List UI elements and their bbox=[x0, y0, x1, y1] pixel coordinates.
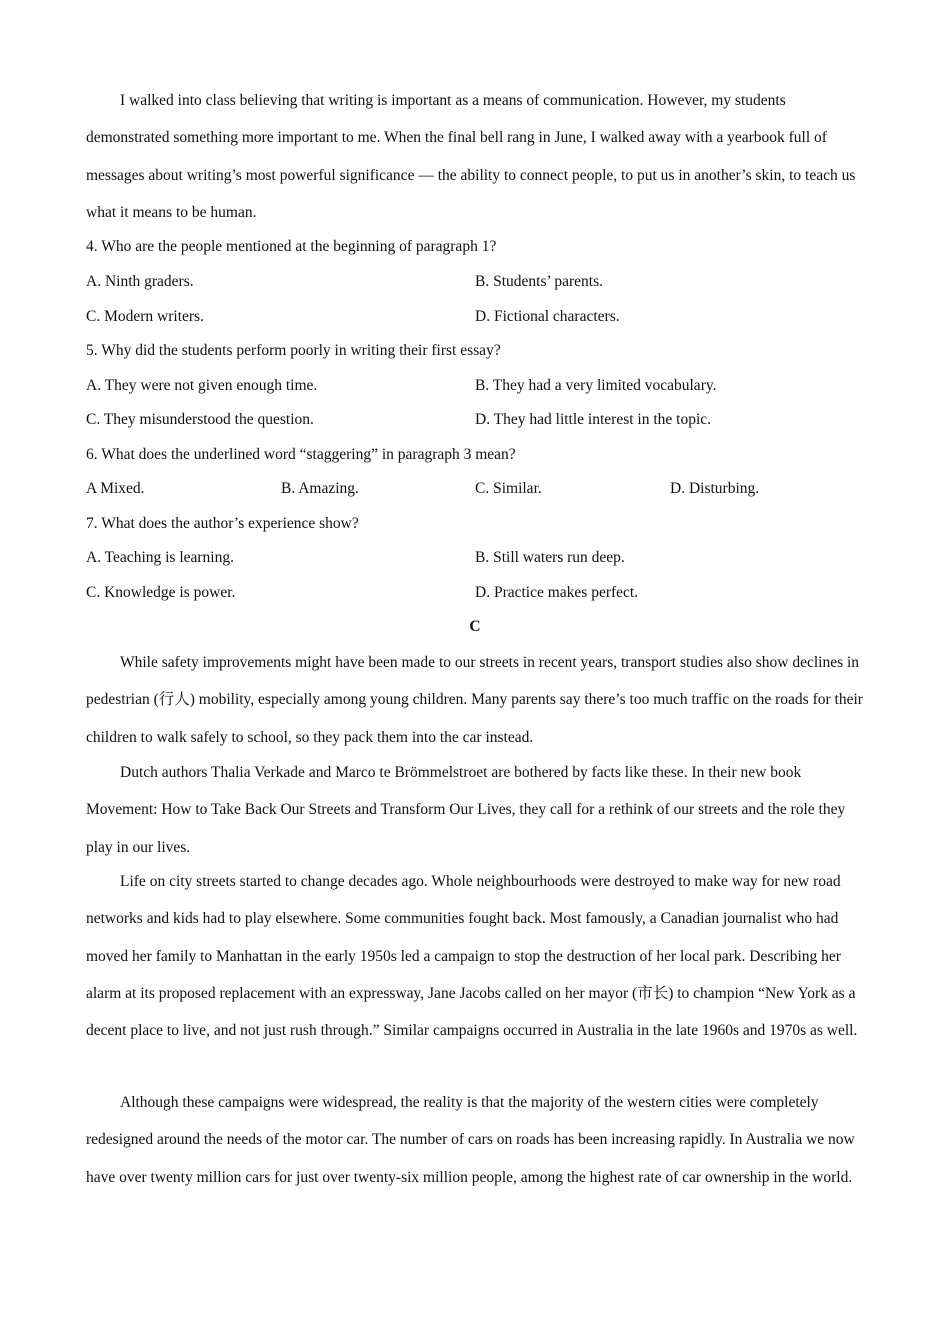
question-6-option-a: A Mixed. bbox=[86, 480, 145, 497]
question-7-option-d: D. Practice makes perfect. bbox=[475, 584, 639, 601]
section-c-paragraph-3: Life on city streets started to change decades ago. Whole neighbourhoods were destroyed to make way for new road networks and kids had to play elsewhere. Some communities fought back. Most famously, a Canadian journalist who had moved her family to Manhattan in the early 1950s led a campaign to stop the destruction of her local park. Describing her alarm at its proposed replacement with an expressway, Jane Jacobs called on her mayor (市长) to champion “New York as a decent place to live, and not just rush through.” Similar campaigns occurred in Australia in the late 1960s and 1970s as well. bbox=[86, 873, 858, 1040]
question-7-option-c: C. Knowledge is power. bbox=[86, 584, 236, 601]
question-4-option-a: A. Ninth graders. bbox=[86, 273, 194, 290]
section-c-title: C bbox=[469, 618, 481, 635]
question-5-option-c: C. They misunderstood the question. bbox=[86, 411, 314, 428]
passage-b-last-paragraph: I walked into class believing that writing is important as a means of communication. However, my students demonstrated something more important to me. When the final bell rang in June, I walked away with a yearbook full of messages about writing’s most powerful significance — the ability to connect people, to put us in another’s skin, to teach us what it means to be human. bbox=[86, 92, 856, 221]
question-5-option-d: D. They had little interest in the topic. bbox=[475, 411, 712, 428]
question-4-stem: 4. Who are the people mentioned at the beginning of paragraph 1? bbox=[86, 238, 497, 255]
section-c-paragraph-1: While safety improvements might have been made to our streets in recent years, transport studies also show declines in pedestrian (行人) mobility, especially among young children. Many parents say there’s too much traffic on the roads for their children to walk safely to school, so they pack them into the car instead. bbox=[86, 654, 863, 746]
question-4-option-b: B. Students’ parents. bbox=[475, 273, 604, 290]
question-5-stem: 5. Why did the students perform poorly in writing their first essay? bbox=[86, 342, 501, 359]
question-7-stem: 7. What does the author’s experience show? bbox=[86, 515, 359, 532]
section-c-paragraph-4: Although these campaigns were widespread, the reality is that the majority of the western cities were completely redesigned around the needs of the motor car. The number of cars on roads has been increasing rapidly. In Australia we now have over twenty million cars for just over twenty-six million people, among the highest rate of car ownership in the world. bbox=[86, 1094, 855, 1186]
question-5-option-a: A. They were not given enough time. bbox=[86, 377, 318, 394]
question-7-option-a: A. Teaching is learning. bbox=[86, 549, 234, 566]
question-6-option-c: C. Similar. bbox=[475, 480, 542, 497]
question-6-stem: 6. What does the underlined word “staggering” in paragraph 3 mean? bbox=[86, 446, 516, 463]
question-7-option-b: B. Still waters run deep. bbox=[475, 549, 625, 566]
question-6-option-d: D. Disturbing. bbox=[670, 480, 760, 497]
section-c-paragraph-2: Dutch authors Thalia Verkade and Marco te Brömmelstroet are bothered by facts like these. In their new book Movement: How to Take Back Our Streets and Transform Our Lives, they call for a rethink of our streets and the role they play in our lives. bbox=[86, 764, 846, 856]
question-4-option-c: C. Modern writers. bbox=[86, 308, 204, 325]
question-6-option-b: B. Amazing. bbox=[281, 480, 359, 497]
question-4-option-d: D. Fictional characters. bbox=[475, 308, 620, 325]
question-5-option-b: B. They had a very limited vocabulary. bbox=[475, 377, 717, 394]
